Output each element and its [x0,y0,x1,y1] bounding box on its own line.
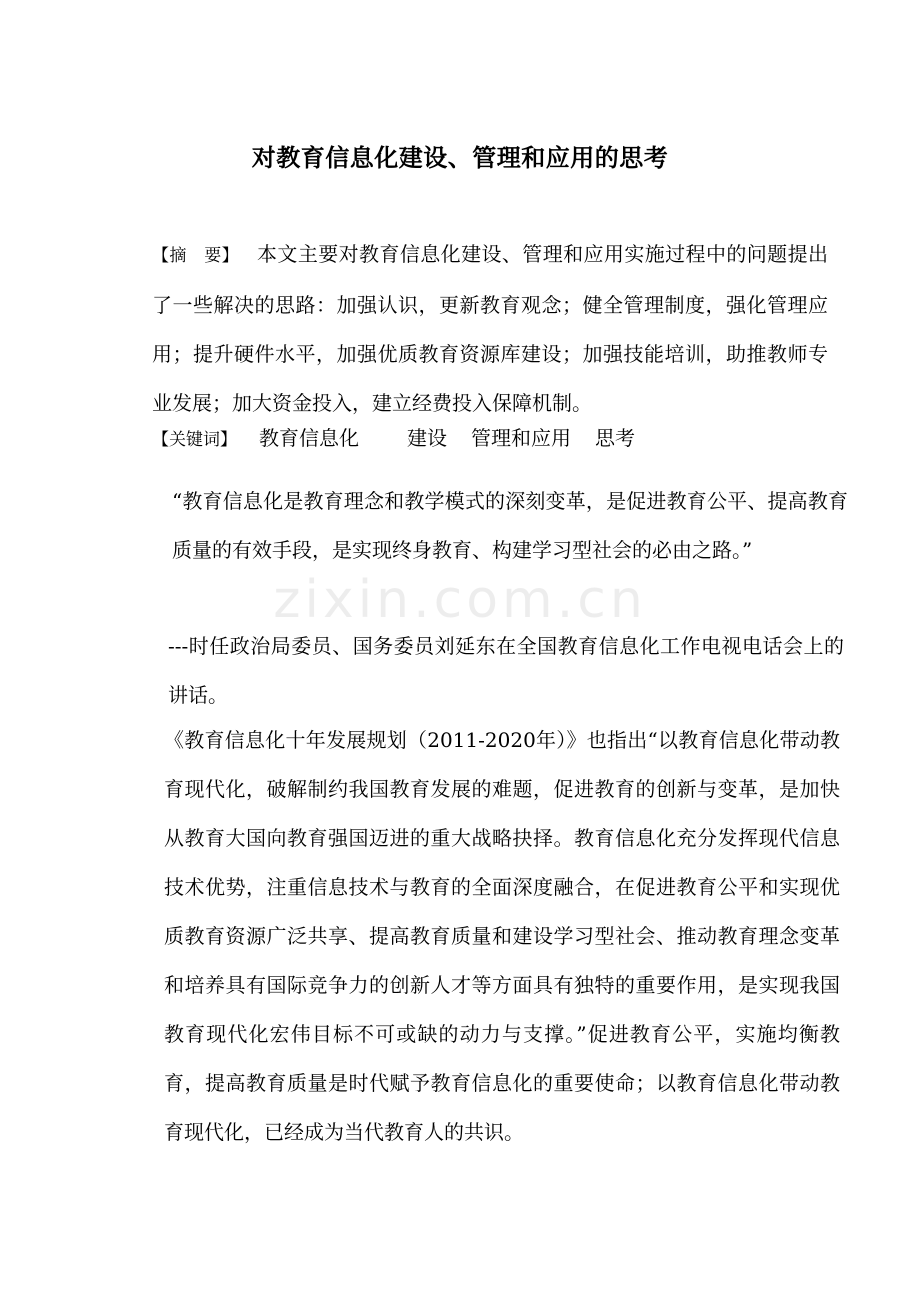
abstract-paragraph [124,230,828,428]
quote-attribution: ---时任政治局委员、国务委员刘延东在全国教育信息化工作电视电话会上的讲话。 [168,634,844,707]
keyword-item: 思考 [595,426,635,450]
keyword-item: 建设 [407,426,447,450]
watermark: zixin.com.cn [273,570,647,630]
keyword-item: 管理和应用 [471,426,571,450]
body-paragraph: 《教育信息化十年发展规划（2011-2020年）》也指出“以教育信息化带动教育现代化，破解制约我国教育发展的难题，促进教育的创新与变革，是加快从教育大国向教育强国迈进的重大战略抉择。教育信息化充分发挥现代信息技术优势，注重信息技术与教育的全面深度融合，在促进教育公平和实现优质教育资源广泛共享、提高教育质量和建设学习型社会、推动教育理念变革和培养具有国际竞争力的创新人才等方面具有独特的重要作用，是实现我国教育现代化宏伟目标不可或缺的动力与支撑。”促进教育公平，实施均衡教育，提高教育质量是时代赋予教育信息化的重要使命；以教育信息化带动教育现代化，已经成为当代教育人的共识。 [164,728,840,1144]
abstract-label: 【摘 要】 [152,246,240,266]
keyword-item: 教育信息化 [259,426,359,450]
keywords-line [152,414,828,465]
document-title: 对教育信息化建设、管理和应用的思考 [251,144,669,172]
abstract-text: 本文主要对教育信息化建设、管理和应用实施过程中的问题提出了一些解决的思路：加强认识，更新教育观念；健全管理制度，强化管理应用；提升硬件水平，加强优质教育资源库建设；加强技能培训，助推教师专业发展；加大资金投入，建立经费投入保障机制。 [152,242,828,415]
quote-paragraph: “教育信息化是教育理念和教学模式的深刻变革，是促进教育公平、提高教育质量的有效手段，是实现终身教育、构建学习型社会的必由之路。” [172,489,848,562]
keywords-label: 【关键词】 [152,430,237,450]
